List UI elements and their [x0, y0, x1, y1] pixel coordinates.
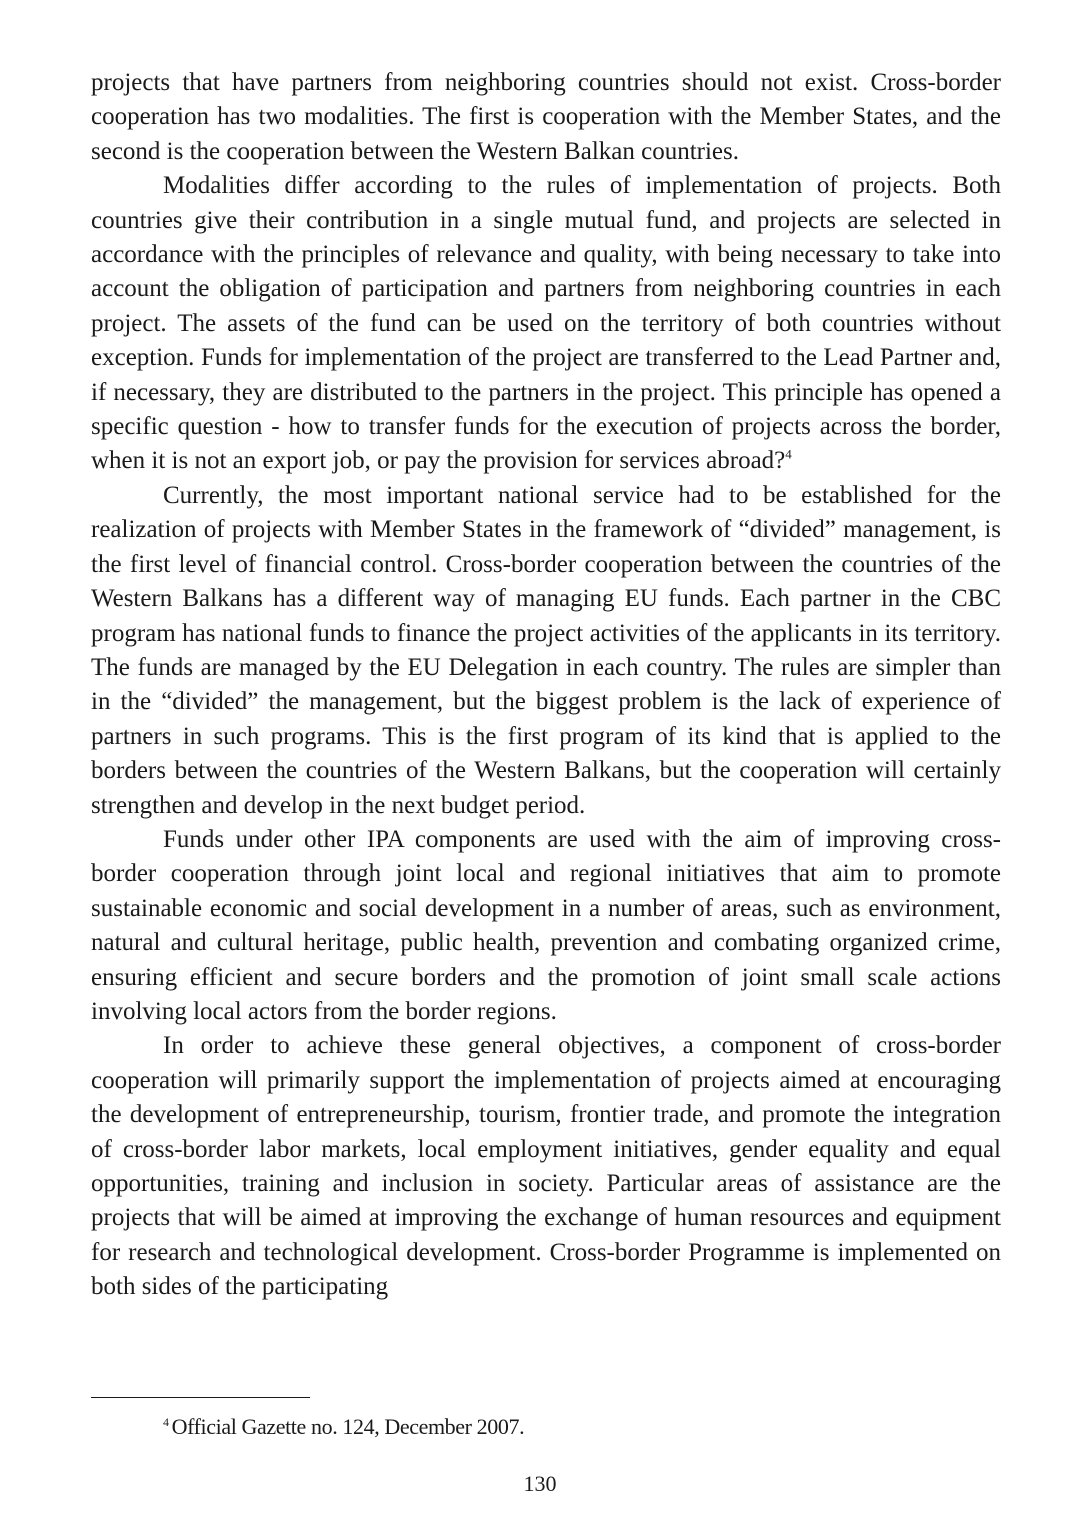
- footnote-reference: 4: [785, 447, 792, 463]
- page-body: [91, 66, 1001, 1305]
- paragraph-3: Currently, the most important national service had to be established for the realization of projects with Member States in the framework of “divided” management, is the first level of financial control. Cross-border cooperation between the countries of the Western Balkans has a different way of managing EU funds. Each partner in the CBC program has national funds to finance the project activities of the applicants in its territory. The funds are managed by the EU Delegation in each country. The rules are simpler than in the “divided” the management, but the biggest problem is the lack of experience of partners in such programs. This is the first program of its kind that is applied to the borders between the countries of the Western Balkans, but the cooperation will certainly strengthen and develop in the next budget period.: [91, 481, 1001, 819]
- footnote-text: Official Gazette no. 124, December 2007.: [171, 1414, 525, 1439]
- footnote-number: 4: [163, 1414, 169, 1429]
- paragraph-5: In order to achieve these general objectives, a component of cross-border cooperation will primarily support the implementation of projects aimed at encouraging the development of entrepreneurship, tourism, frontier trade, and promote the integration of cross-border labor markets, local employment initiatives, gender equality and equal opportunities, training and inclusion in society. Particular areas of assistance are the projects that will be aimed at improving the exchange of human resources and equipment for research and technological development. Cross-border Programme is implemented on both sides of the participating: [91, 1032, 1001, 1301]
- paragraph-2: [91, 169, 1001, 479]
- page-number: 130: [523, 1471, 557, 1496]
- footnote-separator: [91, 1397, 310, 1398]
- paragraph-2-text: Modalities differ according to the rules of implementation of projects. Both countries give their contribution in a single mutual fund, and projects are selected in accordance with the principles of relevance and quality, with being necessary to take into account the obligation of participation and partners from neighboring countries in each project. The assets of the fund can be used on the territory of both countries without exception. Funds for implementation of the project are transferred to the Lead Partner and, if necessary, they are distributed to the partners in the project. This principle has opened a specific question - how to transfer funds for the execution of projects across the border, when it is not an export job, or pay the provision for services abroad?: [91, 172, 1001, 475]
- footnote: [163, 1412, 524, 1442]
- paragraph-4: Funds under other IPA components are used with the aim of improving cross-border cooperation through joint local and regional initiatives that aim to promote sustainable economic and social development in a number of areas, such as environment, natural and cultural heritage, public health, prevention and combating organized crime, ensuring efficient and secure borders and the promotion of joint small scale actions involving local actors from the border regions.: [91, 825, 1001, 1025]
- paragraph-1: projects that have partners from neighboring countries should not exist. Cross-border cooperation has two modalities. The first is cooperation with the Member States, and the second is the cooperation between the Western Balkan countries.: [91, 69, 1001, 165]
